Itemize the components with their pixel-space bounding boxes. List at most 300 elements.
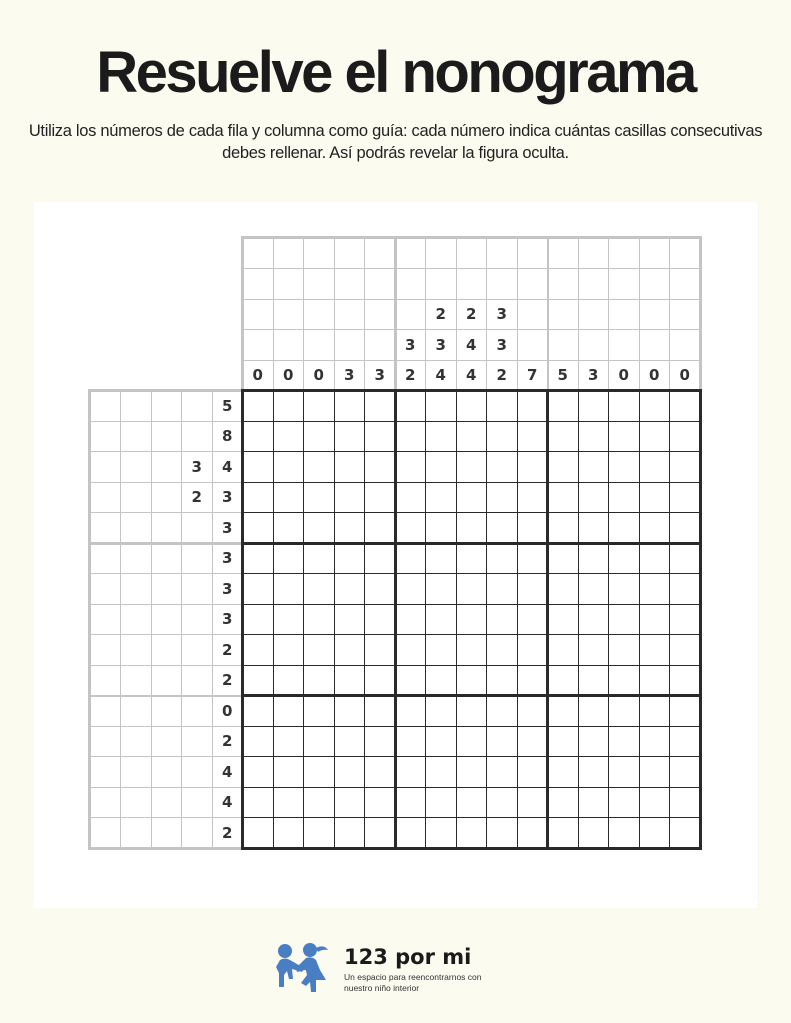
grid-cell[interactable] bbox=[395, 543, 427, 575]
row-clue-cell bbox=[212, 695, 244, 727]
grid-cell[interactable] bbox=[517, 665, 549, 697]
grid-cell[interactable] bbox=[273, 482, 305, 514]
grid-cell[interactable] bbox=[578, 695, 610, 727]
grid-cell[interactable] bbox=[639, 390, 671, 422]
grid-cell[interactable] bbox=[639, 787, 671, 819]
grid-cell[interactable] bbox=[669, 451, 701, 483]
column-clue-cell bbox=[334, 360, 366, 392]
grid-cell[interactable] bbox=[334, 604, 366, 636]
grid-cell[interactable] bbox=[242, 390, 274, 422]
grid-cell[interactable] bbox=[425, 390, 457, 422]
grid-cell[interactable] bbox=[425, 787, 457, 819]
column-clue-cell bbox=[334, 238, 366, 270]
column-clue-cell bbox=[425, 329, 457, 361]
grid-cell[interactable] bbox=[669, 756, 701, 788]
grid-cell[interactable] bbox=[517, 726, 549, 758]
grid-cell[interactable] bbox=[456, 787, 488, 819]
grid-cell[interactable] bbox=[608, 695, 640, 727]
grid-cell[interactable] bbox=[303, 756, 335, 788]
grid-cell[interactable] bbox=[456, 512, 488, 544]
grid-cell[interactable] bbox=[578, 451, 610, 483]
grid-cell[interactable] bbox=[273, 512, 305, 544]
grid-cell[interactable] bbox=[517, 543, 549, 575]
grid-cell[interactable] bbox=[578, 634, 610, 666]
row-clue-separator bbox=[90, 542, 243, 545]
column-clue-number: 0 bbox=[283, 366, 294, 385]
grid-cell[interactable] bbox=[578, 390, 610, 422]
grid-block-separator-vertical bbox=[546, 390, 549, 848]
grid-cell[interactable] bbox=[517, 451, 549, 483]
grid-cell[interactable] bbox=[242, 421, 274, 453]
grid-cell[interactable] bbox=[486, 787, 518, 819]
column-clue-cell bbox=[578, 299, 610, 331]
grid-cell[interactable] bbox=[364, 543, 396, 575]
grid-cell[interactable] bbox=[456, 390, 488, 422]
column-clue-cell bbox=[334, 299, 366, 331]
grid-cell[interactable] bbox=[364, 756, 396, 788]
grid-cell[interactable] bbox=[303, 817, 335, 849]
grid-cell[interactable] bbox=[456, 573, 488, 605]
grid-cell[interactable] bbox=[395, 451, 427, 483]
row-clue-cell bbox=[181, 634, 213, 666]
column-clue-cell bbox=[395, 329, 427, 361]
column-clue-number: 3 bbox=[496, 335, 507, 354]
grid-cell[interactable] bbox=[517, 604, 549, 636]
grid-cell[interactable] bbox=[547, 665, 579, 697]
grid-cell[interactable] bbox=[303, 512, 335, 544]
grid-cell[interactable] bbox=[547, 695, 579, 727]
grid-cell[interactable] bbox=[242, 787, 274, 819]
grid-cell[interactable] bbox=[669, 665, 701, 697]
grid-cell[interactable] bbox=[273, 787, 305, 819]
grid-cell[interactable] bbox=[364, 665, 396, 697]
grid-cell[interactable] bbox=[364, 604, 396, 636]
grid-cell[interactable] bbox=[273, 421, 305, 453]
grid-cell[interactable] bbox=[639, 695, 671, 727]
row-clue-cell bbox=[90, 451, 122, 483]
grid-cell[interactable] bbox=[242, 726, 274, 758]
grid-cell[interactable] bbox=[303, 482, 335, 514]
grid-cell[interactable] bbox=[395, 817, 427, 849]
grid-cell[interactable] bbox=[242, 543, 274, 575]
grid-cell[interactable] bbox=[242, 665, 274, 697]
grid-cell[interactable] bbox=[639, 604, 671, 636]
grid-cell[interactable] bbox=[273, 756, 305, 788]
row-clue-number: 3 bbox=[222, 518, 233, 537]
grid-cell[interactable] bbox=[608, 756, 640, 788]
grid-cell[interactable] bbox=[364, 512, 396, 544]
row-clue-cell bbox=[151, 817, 183, 849]
grid-cell[interactable] bbox=[303, 543, 335, 575]
grid-cell[interactable] bbox=[547, 482, 579, 514]
grid-cell[interactable] bbox=[303, 726, 335, 758]
row-clue-cell bbox=[151, 695, 183, 727]
grid-cell[interactable] bbox=[334, 787, 366, 819]
row-clue-cell bbox=[151, 512, 183, 544]
grid-cell[interactable] bbox=[425, 817, 457, 849]
grid-cell[interactable] bbox=[364, 421, 396, 453]
grid-cell[interactable] bbox=[334, 817, 366, 849]
grid-cell[interactable] bbox=[334, 482, 366, 514]
grid-cell[interactable] bbox=[547, 390, 579, 422]
grid-cell[interactable] bbox=[486, 756, 518, 788]
grid-cell[interactable] bbox=[273, 451, 305, 483]
grid-cell[interactable] bbox=[334, 451, 366, 483]
grid-cell[interactable] bbox=[639, 634, 671, 666]
column-clue-cell bbox=[395, 360, 427, 392]
grid-cell[interactable] bbox=[639, 726, 671, 758]
grid-cell[interactable] bbox=[242, 451, 274, 483]
row-clue-cell bbox=[90, 787, 122, 819]
grid-cell[interactable] bbox=[608, 451, 640, 483]
grid-cell[interactable] bbox=[395, 390, 427, 422]
row-clue-cell bbox=[90, 482, 122, 514]
grid-cell[interactable] bbox=[334, 421, 366, 453]
grid-cell[interactable] bbox=[334, 573, 366, 605]
grid-cell[interactable] bbox=[425, 543, 457, 575]
grid-cell[interactable] bbox=[303, 665, 335, 697]
row-clue-cell bbox=[120, 695, 152, 727]
grid-cell[interactable] bbox=[669, 726, 701, 758]
grid-cell[interactable] bbox=[395, 665, 427, 697]
grid-cell[interactable] bbox=[303, 634, 335, 666]
column-clue-cell bbox=[364, 268, 396, 300]
grid-cell[interactable] bbox=[669, 512, 701, 544]
grid-cell[interactable] bbox=[639, 482, 671, 514]
row-clue-cell bbox=[181, 726, 213, 758]
grid-cell[interactable] bbox=[608, 665, 640, 697]
grid-cell[interactable] bbox=[517, 512, 549, 544]
grid-cell[interactable] bbox=[425, 695, 457, 727]
grid-cell[interactable] bbox=[578, 756, 610, 788]
grid-cell[interactable] bbox=[456, 604, 488, 636]
grid-cell[interactable] bbox=[242, 634, 274, 666]
grid-cell[interactable] bbox=[486, 573, 518, 605]
grid-cell[interactable] bbox=[395, 634, 427, 666]
row-clue-number: 4 bbox=[222, 793, 233, 812]
grid-cell[interactable] bbox=[456, 756, 488, 788]
grid-cell[interactable] bbox=[608, 604, 640, 636]
column-clue-separator bbox=[394, 238, 397, 391]
row-clue-cell bbox=[181, 543, 213, 575]
column-clue-cell bbox=[547, 299, 579, 331]
grid-cell[interactable] bbox=[425, 573, 457, 605]
grid-cell[interactable] bbox=[669, 573, 701, 605]
grid-cell[interactable] bbox=[578, 512, 610, 544]
grid-cell[interactable] bbox=[517, 482, 549, 514]
grid-cell[interactable] bbox=[486, 634, 518, 666]
grid-cell[interactable] bbox=[273, 665, 305, 697]
grid-cell[interactable] bbox=[242, 573, 274, 605]
grid-cell[interactable] bbox=[273, 543, 305, 575]
row-clue-cell bbox=[120, 726, 152, 758]
grid-cell[interactable] bbox=[608, 573, 640, 605]
column-clue-cell bbox=[364, 299, 396, 331]
column-clue-cell bbox=[273, 299, 305, 331]
column-clue-number: 0 bbox=[649, 366, 660, 385]
grid-cell[interactable] bbox=[669, 390, 701, 422]
grid-cell[interactable] bbox=[669, 817, 701, 849]
grid-cell[interactable] bbox=[486, 543, 518, 575]
grid-cell[interactable] bbox=[425, 604, 457, 636]
grid-cell[interactable] bbox=[547, 787, 579, 819]
grid-cell[interactable] bbox=[578, 817, 610, 849]
column-clue-cell bbox=[425, 360, 457, 392]
grid-cell[interactable] bbox=[486, 451, 518, 483]
grid-cell[interactable] bbox=[273, 817, 305, 849]
grid-cell[interactable] bbox=[547, 604, 579, 636]
grid-cell[interactable] bbox=[242, 695, 274, 727]
grid-cell[interactable] bbox=[273, 573, 305, 605]
grid-cell[interactable] bbox=[425, 756, 457, 788]
grid-cell[interactable] bbox=[364, 787, 396, 819]
grid-cell[interactable] bbox=[334, 634, 366, 666]
grid-cell[interactable] bbox=[364, 451, 396, 483]
grid-cell[interactable] bbox=[578, 543, 610, 575]
grid-cell[interactable] bbox=[669, 543, 701, 575]
grid-cell[interactable] bbox=[303, 695, 335, 727]
row-clue-cell bbox=[120, 604, 152, 636]
column-clue-cell bbox=[578, 238, 610, 270]
column-clue-cell bbox=[608, 299, 640, 331]
grid-cell[interactable] bbox=[486, 726, 518, 758]
grid-cell[interactable] bbox=[547, 817, 579, 849]
grid-cell[interactable] bbox=[669, 695, 701, 727]
grid-cell[interactable] bbox=[578, 787, 610, 819]
row-clue-cell bbox=[90, 604, 122, 636]
grid-cell[interactable] bbox=[303, 604, 335, 636]
column-clue-cell bbox=[242, 299, 274, 331]
column-clue-cell bbox=[486, 268, 518, 300]
grid-cell[interactable] bbox=[334, 726, 366, 758]
column-clue-cell bbox=[608, 268, 640, 300]
grid-cell[interactable] bbox=[578, 573, 610, 605]
grid-cell[interactable] bbox=[456, 543, 488, 575]
column-clue-cell bbox=[639, 238, 671, 270]
grid-cell[interactable] bbox=[517, 695, 549, 727]
grid-cell[interactable] bbox=[669, 482, 701, 514]
grid-cell[interactable] bbox=[547, 421, 579, 453]
grid-cell[interactable] bbox=[456, 634, 488, 666]
column-clue-number: 3 bbox=[588, 366, 599, 385]
grid-cell[interactable] bbox=[395, 695, 427, 727]
row-clue-cell bbox=[151, 787, 183, 819]
grid-cell[interactable] bbox=[547, 726, 579, 758]
row-clue-cell bbox=[90, 421, 122, 453]
grid-cell[interactable] bbox=[486, 604, 518, 636]
grid-cell[interactable] bbox=[364, 726, 396, 758]
row-clue-cell bbox=[212, 573, 244, 605]
grid-cell[interactable] bbox=[608, 726, 640, 758]
grid-cell[interactable] bbox=[608, 482, 640, 514]
column-clue-number: 3 bbox=[374, 366, 385, 385]
column-clue-cell bbox=[517, 268, 549, 300]
grid-cell[interactable] bbox=[425, 665, 457, 697]
column-clue-cell bbox=[456, 329, 488, 361]
grid-cell[interactable] bbox=[639, 665, 671, 697]
row-clue-cell bbox=[181, 421, 213, 453]
grid-cell[interactable] bbox=[486, 390, 518, 422]
grid-cell[interactable] bbox=[547, 756, 579, 788]
row-clue-cell bbox=[151, 573, 183, 605]
row-clue-cell bbox=[212, 390, 244, 422]
grid-cell[interactable] bbox=[456, 695, 488, 727]
grid-cell[interactable] bbox=[303, 390, 335, 422]
grid-cell[interactable] bbox=[456, 817, 488, 849]
grid-cell[interactable] bbox=[456, 451, 488, 483]
grid-cell[interactable] bbox=[273, 390, 305, 422]
grid-cell[interactable] bbox=[517, 573, 549, 605]
column-clue-cell bbox=[669, 329, 701, 361]
column-clue-cell bbox=[334, 329, 366, 361]
grid-cell[interactable] bbox=[273, 604, 305, 636]
grid-cell[interactable] bbox=[639, 756, 671, 788]
row-clue-cell bbox=[181, 817, 213, 849]
grid-cell[interactable] bbox=[334, 512, 366, 544]
grid-cell[interactable] bbox=[486, 665, 518, 697]
grid-cell[interactable] bbox=[578, 726, 610, 758]
grid-cell[interactable] bbox=[334, 756, 366, 788]
grid-cell[interactable] bbox=[242, 512, 274, 544]
grid-cell[interactable] bbox=[395, 421, 427, 453]
grid-cell[interactable] bbox=[608, 543, 640, 575]
column-clue-cell bbox=[303, 329, 335, 361]
grid-cell[interactable] bbox=[639, 421, 671, 453]
row-clue-cell bbox=[120, 756, 152, 788]
grid-cell[interactable] bbox=[669, 787, 701, 819]
row-clue-number: 5 bbox=[222, 396, 233, 415]
grid-cell[interactable] bbox=[395, 726, 427, 758]
grid-cell[interactable] bbox=[578, 665, 610, 697]
grid-cell[interactable] bbox=[395, 482, 427, 514]
grid-cell[interactable] bbox=[364, 695, 396, 727]
grid-cell[interactable] bbox=[517, 390, 549, 422]
grid-cell[interactable] bbox=[486, 482, 518, 514]
row-clue-cell bbox=[181, 665, 213, 697]
row-clue-cell bbox=[151, 390, 183, 422]
row-clue-number: 4 bbox=[222, 762, 233, 781]
grid-cell[interactable] bbox=[639, 451, 671, 483]
grid-cell[interactable] bbox=[273, 726, 305, 758]
column-clue-cell bbox=[273, 329, 305, 361]
grid-cell[interactable] bbox=[273, 695, 305, 727]
column-clue-cell bbox=[242, 268, 274, 300]
grid-cell[interactable] bbox=[364, 817, 396, 849]
grid-cell[interactable] bbox=[425, 421, 457, 453]
grid-cell[interactable] bbox=[578, 604, 610, 636]
grid-cell[interactable] bbox=[639, 817, 671, 849]
grid-cell[interactable] bbox=[578, 421, 610, 453]
grid-cell[interactable] bbox=[517, 817, 549, 849]
grid-cell[interactable] bbox=[608, 421, 640, 453]
grid-cell[interactable] bbox=[242, 482, 274, 514]
grid-cell[interactable] bbox=[334, 695, 366, 727]
grid-cell[interactable] bbox=[639, 573, 671, 605]
grid-cell[interactable] bbox=[517, 634, 549, 666]
grid-cell[interactable] bbox=[395, 512, 427, 544]
row-clue-cell bbox=[181, 451, 213, 483]
row-clue-number: 2 bbox=[222, 640, 233, 659]
grid-cell[interactable] bbox=[547, 634, 579, 666]
grid-cell[interactable] bbox=[303, 787, 335, 819]
grid-cell[interactable] bbox=[456, 665, 488, 697]
grid-cell[interactable] bbox=[517, 421, 549, 453]
grid-cell[interactable] bbox=[395, 604, 427, 636]
grid-cell[interactable] bbox=[425, 482, 457, 514]
grid-cell[interactable] bbox=[608, 390, 640, 422]
grid-cell[interactable] bbox=[547, 451, 579, 483]
grid-cell[interactable] bbox=[547, 543, 579, 575]
grid-cell[interactable] bbox=[456, 482, 488, 514]
grid-cell[interactable] bbox=[486, 512, 518, 544]
grid-cell[interactable] bbox=[425, 451, 457, 483]
grid-cell[interactable] bbox=[395, 787, 427, 819]
row-clue-number: 4 bbox=[222, 457, 233, 476]
grid-cell[interactable] bbox=[608, 512, 640, 544]
grid-cell[interactable] bbox=[334, 390, 366, 422]
grid-cell[interactable] bbox=[364, 634, 396, 666]
column-clue-cell bbox=[669, 299, 701, 331]
grid-cell[interactable] bbox=[364, 573, 396, 605]
grid-cell[interactable] bbox=[334, 665, 366, 697]
grid-cell[interactable] bbox=[364, 482, 396, 514]
grid-cell[interactable] bbox=[364, 390, 396, 422]
grid-cell[interactable] bbox=[669, 421, 701, 453]
grid-cell[interactable] bbox=[639, 543, 671, 575]
grid-cell[interactable] bbox=[425, 634, 457, 666]
grid-cell[interactable] bbox=[669, 634, 701, 666]
grid-cell[interactable] bbox=[517, 787, 549, 819]
grid-cell[interactable] bbox=[608, 817, 640, 849]
grid-cell[interactable] bbox=[456, 421, 488, 453]
grid-cell[interactable] bbox=[334, 543, 366, 575]
grid-cell[interactable] bbox=[639, 512, 671, 544]
row-clue-cell bbox=[212, 543, 244, 575]
grid-cell[interactable] bbox=[273, 634, 305, 666]
grid-cell[interactable] bbox=[608, 787, 640, 819]
grid-cell[interactable] bbox=[303, 421, 335, 453]
grid-cell[interactable] bbox=[242, 756, 274, 788]
column-clue-cell bbox=[395, 238, 427, 270]
grid-cell[interactable] bbox=[547, 573, 579, 605]
grid-cell[interactable] bbox=[486, 421, 518, 453]
column-clue-cell bbox=[425, 299, 457, 331]
grid-cell[interactable] bbox=[547, 512, 579, 544]
grid-cell[interactable] bbox=[486, 817, 518, 849]
grid-cell[interactable] bbox=[395, 756, 427, 788]
grid-cell[interactable] bbox=[608, 634, 640, 666]
grid-cell[interactable] bbox=[425, 726, 457, 758]
grid-cell[interactable] bbox=[425, 512, 457, 544]
column-clue-cell bbox=[395, 268, 427, 300]
grid-cell[interactable] bbox=[486, 695, 518, 727]
grid-cell[interactable] bbox=[242, 604, 274, 636]
grid-cell[interactable] bbox=[242, 817, 274, 849]
row-clue-number: 2 bbox=[222, 823, 233, 842]
column-clue-cell bbox=[669, 268, 701, 300]
grid-cell[interactable] bbox=[517, 756, 549, 788]
column-clue-number: 2 bbox=[466, 305, 477, 324]
grid-cell[interactable] bbox=[456, 726, 488, 758]
row-clue-cell bbox=[90, 390, 122, 422]
grid-cell[interactable] bbox=[669, 604, 701, 636]
grid-cell[interactable] bbox=[303, 573, 335, 605]
row-clue-cell bbox=[120, 451, 152, 483]
grid-cell[interactable] bbox=[578, 482, 610, 514]
grid-cell[interactable] bbox=[395, 573, 427, 605]
row-clue-cell bbox=[151, 726, 183, 758]
grid-cell[interactable] bbox=[303, 451, 335, 483]
